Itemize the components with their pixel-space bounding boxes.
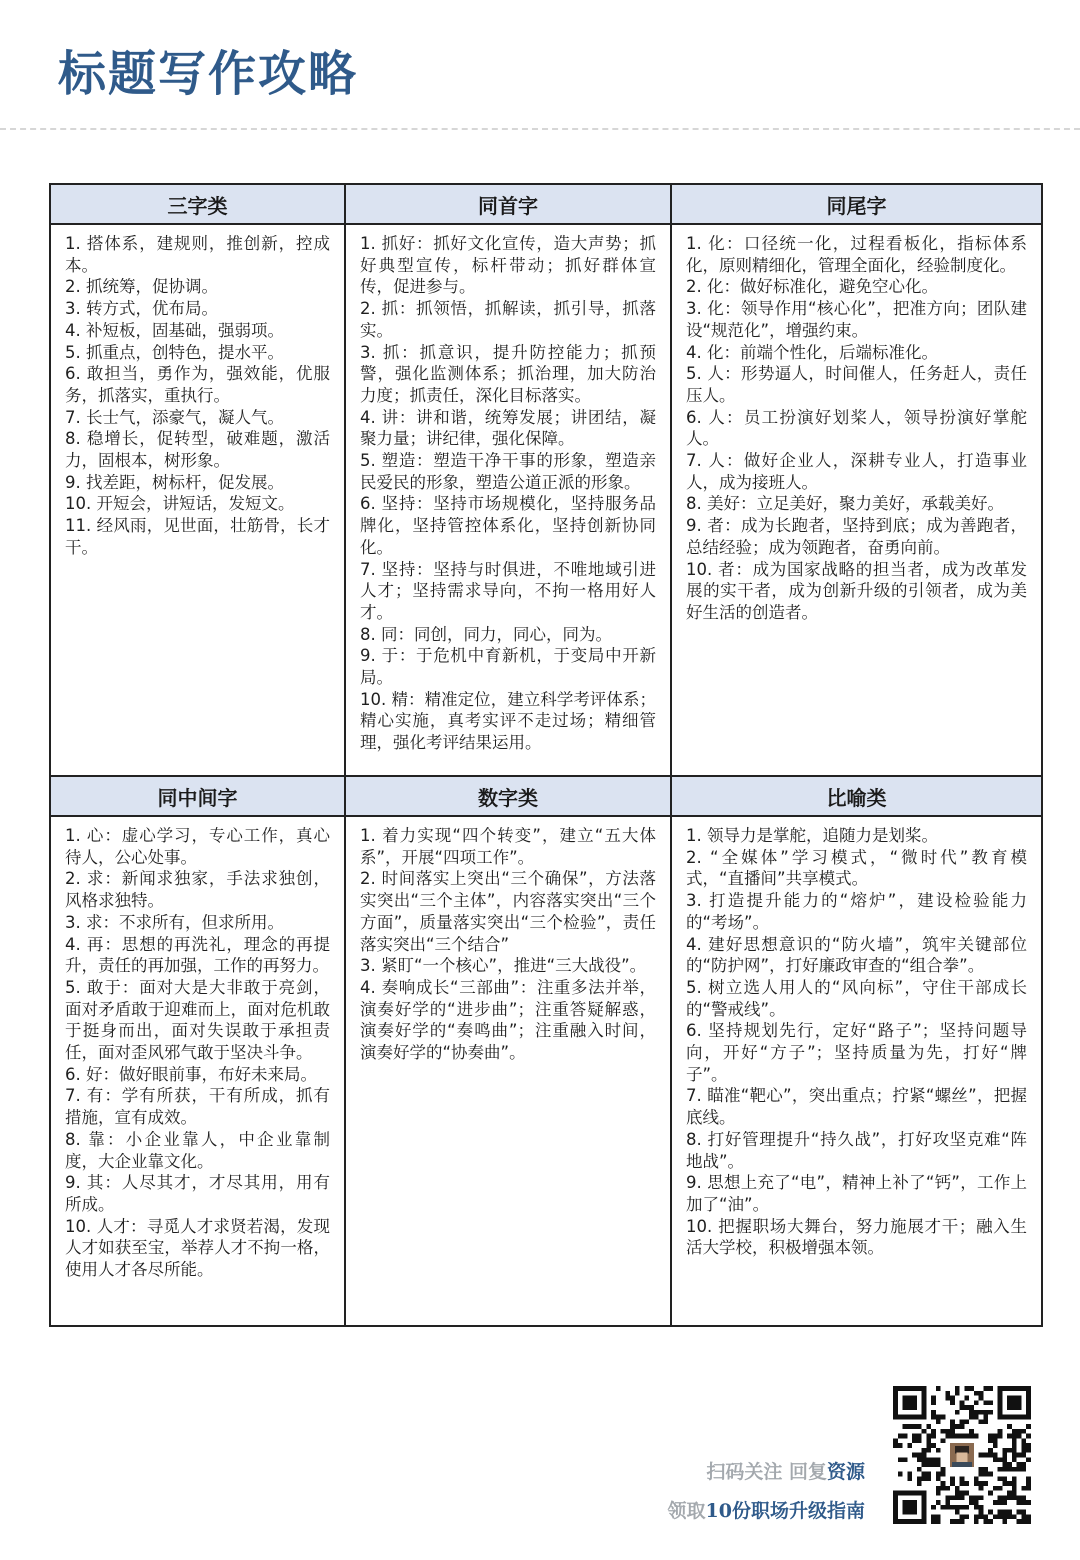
list-item: 4. 化：前端个性化，后端标准化。 — [686, 342, 938, 362]
footer-scan-prefix: 扫码关注 回复 — [706, 1461, 827, 1483]
qr-code-icon[interactable] — [893, 1386, 1031, 1524]
list-item: 9. 者：成为长跑者，坚持到底；成为善跑者，总结经验；成为领跑者，奋勇向前。 — [686, 516, 1027, 557]
section-items — [51, 225, 344, 565]
list-item: 2. 抓：抓领悟，抓解读，抓引导，抓落实。 — [360, 299, 656, 340]
list-item: 4. 再：思想的再洗礼，理念的再提升，责任的再加强，工作的再努力。 — [65, 934, 330, 976]
list-item: 2. 化：做好标准化，避免空心化。 — [686, 277, 938, 297]
list-item: 3. 转方式，优布局。 — [65, 299, 218, 319]
list-item: 8. 美好：立足美好，聚力美好，承载美好。 — [686, 494, 1004, 514]
section-items — [346, 225, 670, 760]
list-item: 6. 坚持：坚持市场规模化，坚持服务品牌化，坚持管控体系化，坚持创新协同化。 — [360, 494, 656, 557]
list-item: 10. 人才：寻觅人才求贤若渴，发现人才如获至宝，举荐人才不拘一格，使用人才各尽所能。 — [65, 1216, 330, 1280]
list-item: 8. 稳增长，促转型，破难题，激活力，固根本，树形象。 — [65, 429, 330, 471]
list-item: 3. 抓：抓意识，提升防控能力；抓预警，强化监测体系；抓治理，加大防治力度；抓责任，深化目标落实。 — [360, 342, 656, 405]
list-item: 6. 人：员工扮演好划桨人，领导扮演好掌舵人。 — [686, 407, 1027, 449]
list-item: 9. 找差距，树标杆，促发展。 — [65, 472, 284, 492]
section-cell — [345, 224, 671, 776]
list-item: 10. 者：成为国家战略的担当者，成为改革发展的实干者，成为创新升级的引领者，成为美好生活的创造者。 — [686, 559, 1027, 622]
section-cell — [50, 224, 345, 776]
list-item: 4. 建好思想意识的“防火墙”，筑牢关键部位的“防护网”，打好廉政审查的“组合拳”。 — [686, 934, 1027, 976]
section-header: 三字类 — [50, 184, 345, 224]
section-header: 同首字 — [345, 184, 671, 224]
section-items — [346, 817, 670, 1070]
list-item: 3. 求：不求所有，但求所用。 — [65, 912, 284, 932]
list-item: 2. “全媒体”学习模式，“微时代”教育模式，“直播间”共享模式。 — [686, 847, 1027, 889]
list-item: 1. 化：口径统一化，过程看板化，指标体系化，原则精细化，管理全面化，经验制度化。 — [686, 234, 1027, 275]
list-item: 7. 有：学有所获，干有所成，抓有措施，宣有成效。 — [65, 1086, 330, 1128]
content-row-1 — [50, 224, 1042, 776]
list-item: 3. 紧盯“一个核心”，推进“三大战役”。 — [360, 956, 647, 976]
list-item: 1. 领导力是掌舵，追随力是划桨。 — [686, 826, 938, 845]
list-item: 7. 瞄准“靶心”，突出重点；拧紧“螺丝”，把握底线。 — [686, 1086, 1027, 1128]
list-item: 11. 经风雨，见世面，壮筋骨，长才干。 — [65, 516, 330, 557]
list-item: 2. 求：新闻求独家，手法求独创，风格求独特。 — [65, 869, 330, 911]
list-item: 1. 着力实现“四个转变”，建立“五大体系”，开展“四项工作”。 — [360, 826, 656, 867]
section-cell — [50, 816, 345, 1326]
list-item: 9. 思想上充了“电”，精神上补了“钙”，工作上加了“油”。 — [686, 1173, 1027, 1214]
list-item: 5. 抓重点，创特色，提水平。 — [65, 342, 284, 362]
list-item: 9. 其：人尽其才，才尽其用，用有所成。 — [65, 1173, 330, 1214]
section-cell — [671, 816, 1042, 1326]
footer-guide-text — [668, 1496, 865, 1523]
page-title: 标题写作攻略 — [58, 46, 359, 102]
section-items — [672, 817, 1041, 1265]
list-item: 3. 化：领导作用“核心化”，把准方向；团队建设“规范化”，增强约束。 — [686, 299, 1027, 340]
section-items — [51, 817, 344, 1287]
list-item: 5. 塑造：塑造干净干事的形象，塑造亲民爱民的形象，塑造公道正派的形象。 — [360, 451, 656, 492]
footer-guide-prefix: 领取 — [667, 1500, 706, 1522]
list-item: 4. 奏响成长“三部曲”：注重多法并举，演奏好学的“进步曲”；注重答疑解惑，演奏好学的“奏鸣曲”；注重融入时间，演奏好学的“协奏曲”。 — [360, 977, 656, 1063]
list-item: 4. 补短板，固基础，强弱项。 — [65, 320, 284, 340]
list-item: 6. 坚持规划先行，定好“路子”；坚持问题导向，开好“方子”；坚持质量为先，打好“牌子”。 — [686, 1021, 1027, 1084]
list-item: 4. 讲：讲和谐，统筹发展；讲团结，凝聚力量；讲纪律，强化保障。 — [360, 407, 656, 449]
list-item: 9. 于：于危机中育新机，于变局中开新局。 — [360, 646, 656, 688]
list-item: 2. 时间落实上突出“三个确保”，方法落实突出“三个主体”，内容落实突出“三个方面”，质量落实突出“三个检验”，责任落实突出“三个结合” — [360, 869, 656, 954]
list-item: 7. 长士气，添豪气，凝人气。 — [65, 407, 284, 427]
list-item: 7. 坚持：坚持与时俱进，不唯地域引进人才；坚持需求导向，不拘一格用好人才。 — [360, 559, 656, 622]
list-item: 1. 心：虚心学习，专心工作，真心待人，公心处事。 — [65, 826, 330, 867]
footer-scan-keyword: 资源 — [826, 1461, 865, 1483]
list-item: 3. 打造提升能力的“熔炉”，建设检验能力的“考场”。 — [686, 891, 1027, 932]
list-item: 5. 敢于：面对大是大非敢于亮剑，面对矛盾敢于迎难而上，面对危机敢于挺身而出，面对失误敢于承担责任，面对歪风邪气敢于坚决斗争。 — [65, 977, 330, 1063]
title-divider — [0, 128, 1080, 130]
header-row-2 — [50, 776, 1042, 816]
list-item: 2. 抓统筹，促协调。 — [65, 277, 218, 297]
list-item: 10. 把握职场大舞台，努力施展才干；融入生活大学校，积极增强本领。 — [686, 1216, 1027, 1258]
list-item: 1. 搭体系，建规则，推创新，控成本。 — [65, 234, 330, 275]
header-row-1 — [50, 184, 1042, 224]
list-item: 10. 开短会，讲短话，发短文。 — [65, 494, 295, 514]
list-item: 7. 人：做好企业人，深耕专业人，打造事业人，成为接班人。 — [686, 451, 1027, 492]
list-item: 10. 精：精准定位，建立科学考评体系；精心实施，真考实评不走过场；精细管理，强化考评结果运用。 — [360, 689, 656, 753]
section-cell — [671, 224, 1042, 776]
section-header: 同尾字 — [671, 184, 1042, 224]
section-items — [672, 225, 1041, 630]
list-item: 5. 树立选人用人的“风向标”，守住干部成长的“警戒线”。 — [686, 977, 1027, 1019]
section-header: 比喻类 — [671, 776, 1042, 816]
content-row-2 — [50, 816, 1042, 1326]
section-header: 同中间字 — [50, 776, 345, 816]
list-item: 1. 抓好：抓好文化宣传，造大声势；抓好典型宣传，标杆带动；抓好群体宣传，促进参与。 — [360, 234, 656, 297]
section-cell — [345, 816, 671, 1326]
footer-scan-text — [706, 1457, 865, 1484]
list-item: 8. 同：同创，同力，同心，同为。 — [360, 624, 612, 644]
list-item: 8. 靠：小企业靠人，中企业靠制度，大企业靠文化。 — [65, 1129, 330, 1171]
section-header: 数字类 — [345, 776, 671, 816]
list-item: 8. 打好管理提升“持久战”，打好攻坚克难“阵地战”。 — [686, 1129, 1027, 1171]
list-item: 6. 好：做好眼前事，布好未来局。 — [65, 1064, 317, 1084]
list-item: 6. 敢担当，勇作为，强效能，优服务，抓落实，重执行。 — [65, 364, 330, 405]
title-strategy-table — [49, 183, 1043, 1327]
footer-guide-keyword: 10份职场升级指南 — [705, 1500, 865, 1522]
list-item: 5. 人：形势逼人，时间催人，任务赶人，责任压人。 — [686, 364, 1027, 405]
